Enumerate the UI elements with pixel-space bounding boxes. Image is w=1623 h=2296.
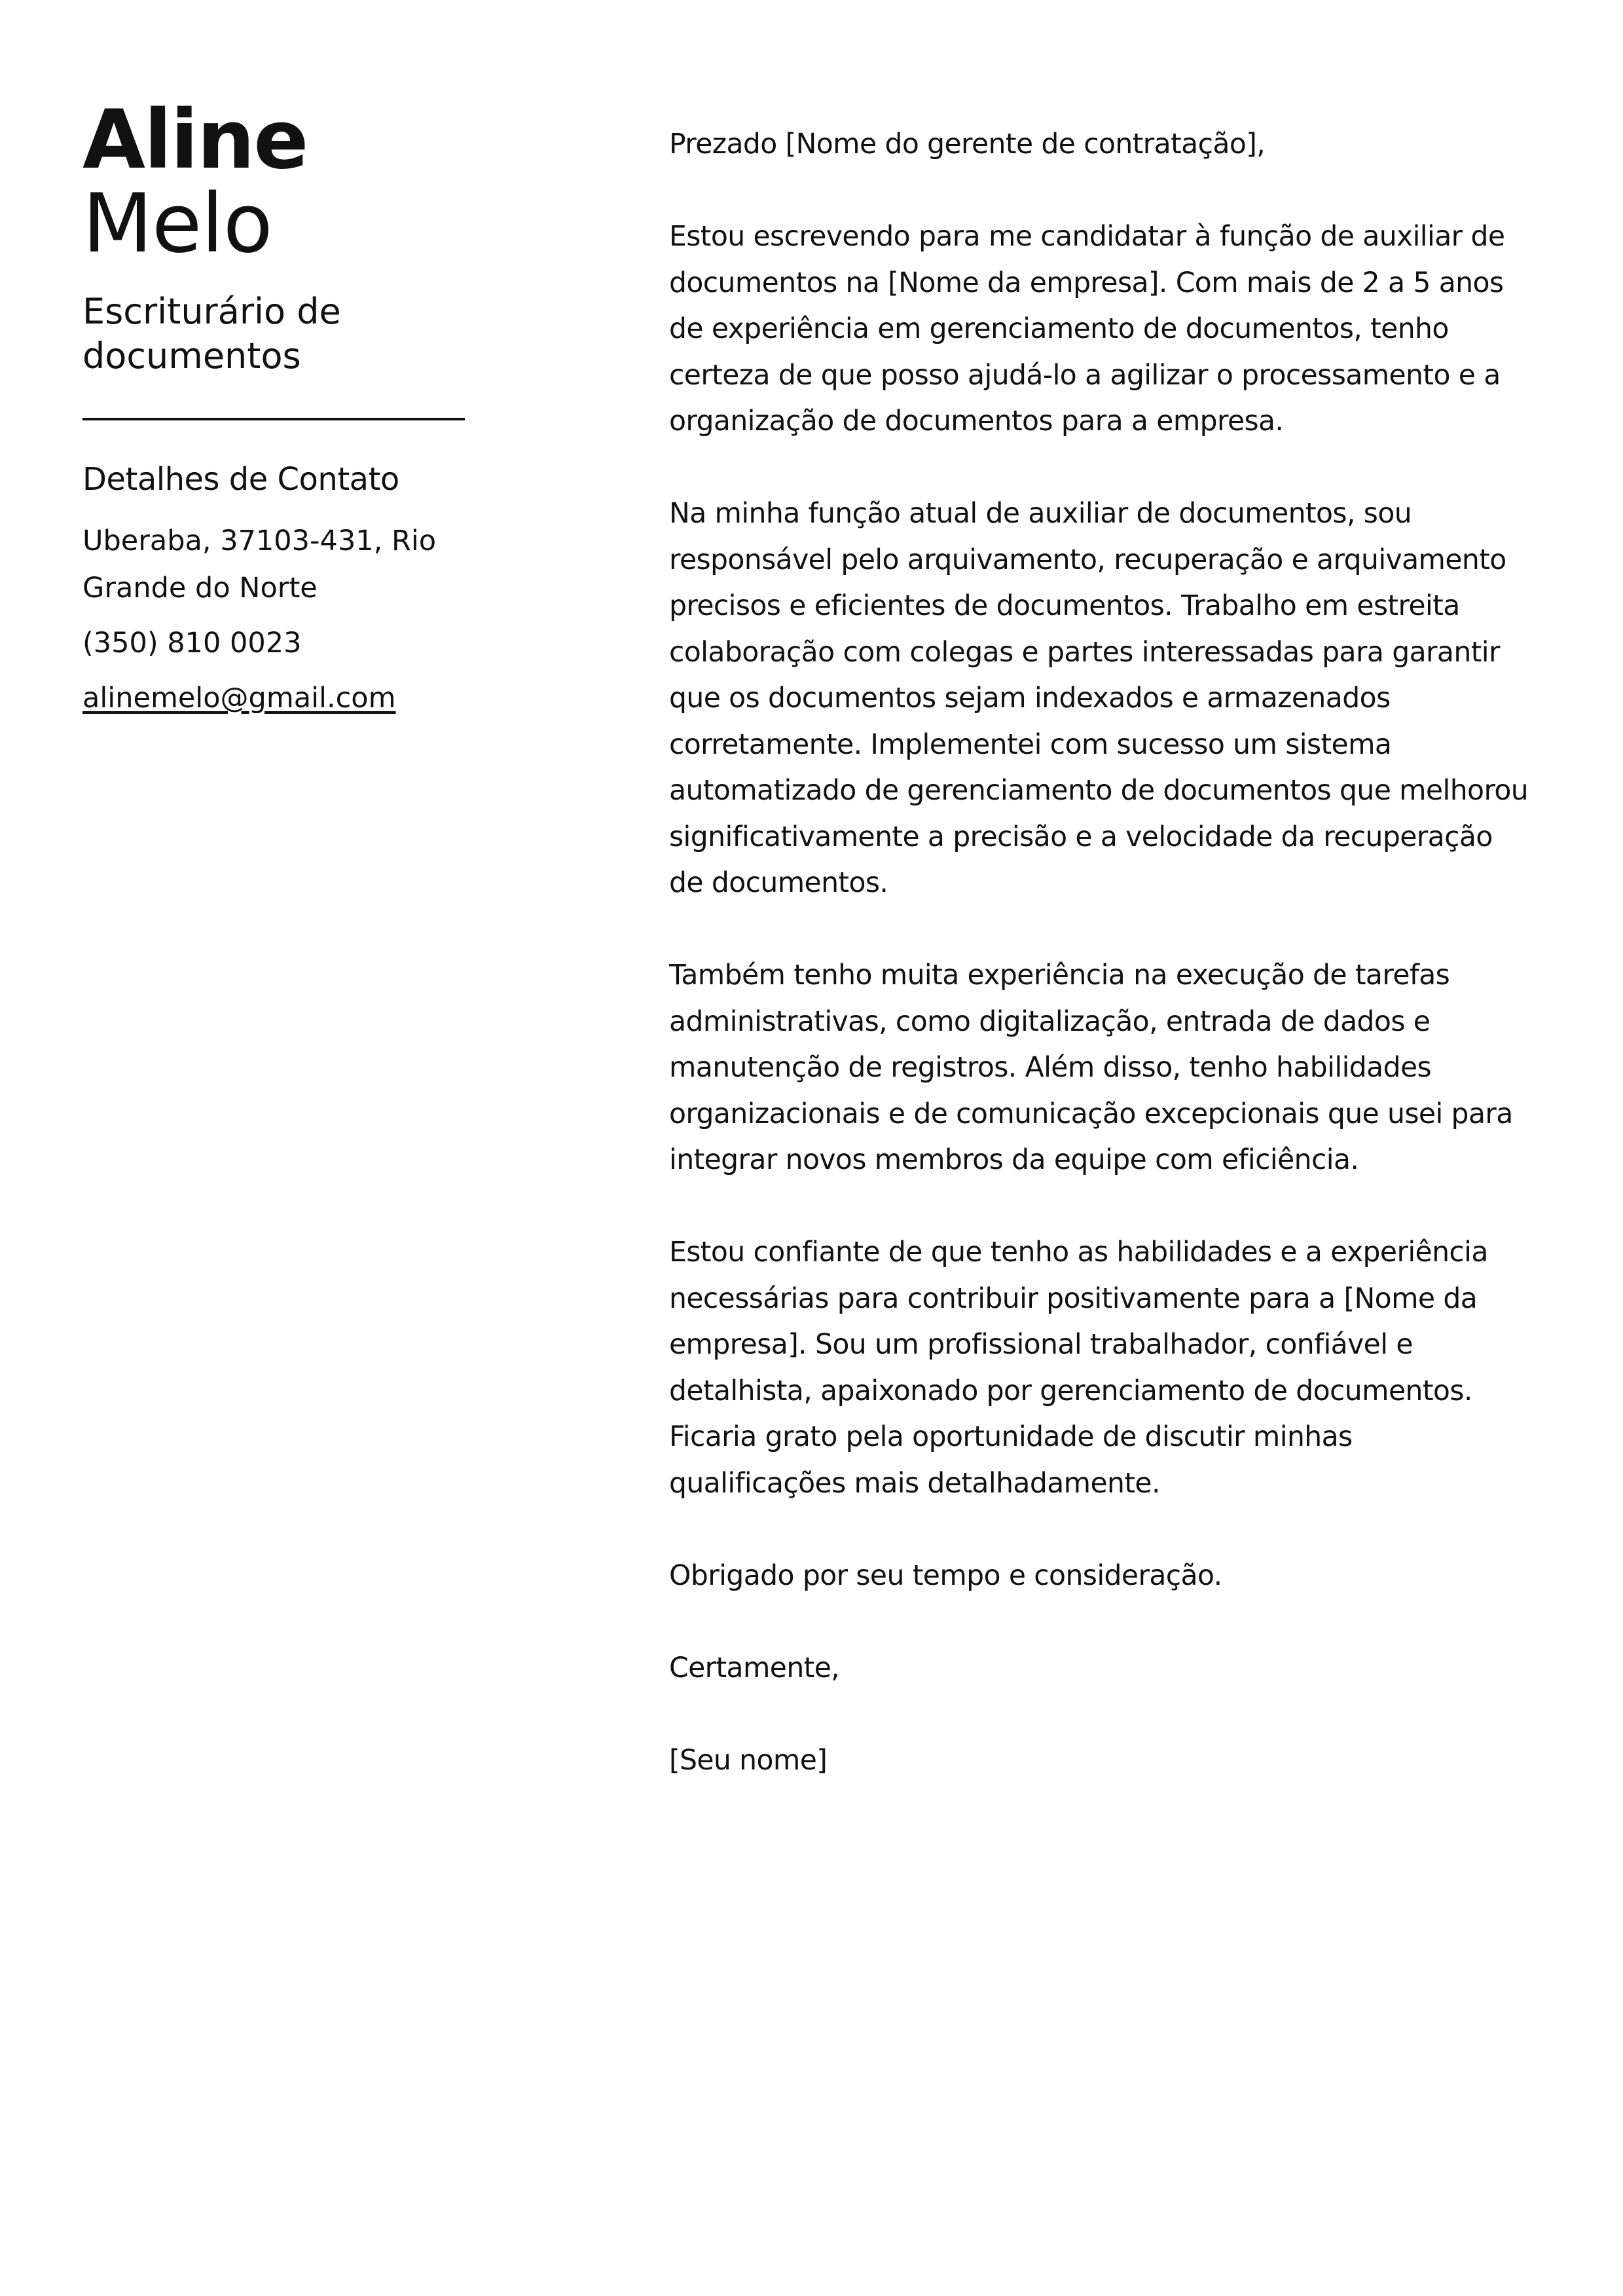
contact-phone: (350) 810 0023 [82, 627, 302, 659]
letter-paragraph: Também tenho muita experiência na execução de tarefas administrativas, como digitalização, entrada de dados e manutenção de registros. Além disso, tenho habilidades organizacionais e de comunicação excepcionais que usei para integrar novos membros da equipe com eficiência. [669, 959, 1513, 1176]
letter-closing: Certamente, [669, 1652, 840, 1684]
letter-body [669, 122, 1533, 1830]
contact-email-link[interactable]: alinemelo@gmail.com [82, 682, 396, 714]
letter-paragraph: Na minha função atual de auxiliar de documentos, sou responsável pelo arquivamento, recuperação e arquivamento precisos e eficientes de documentos. Trabalho em estreita colaboração com colegas e partes interessadas para garantir que os documentos sejam indexados e armazenados corretamente. Implementei com sucesso um sistema automatizado de gerenciamento de documentos que melhorou significativamente a precisão e a velocidade da recuperação de documentos. [669, 498, 1529, 899]
first-name: Aline [82, 93, 308, 187]
last-name: Melo [82, 177, 272, 271]
letter-paragraph: Estou escrevendo para me candidatar à função de auxiliar de documentos na [Nome da empresa]. Com mais de 2 a 5 anos de experiência em gerenciamento de documentos, tenho certeza de que posso ajudá-lo a agilizar o processamento e a organização de documentos para a empresa. [669, 221, 1505, 437]
job-title: Escriturário de documentos [82, 291, 341, 377]
letter-signature: [Seu nome] [669, 1744, 828, 1777]
sidebar [82, 93, 469, 722]
sidebar-divider [82, 418, 465, 420]
letter-greeting: Prezado [Nome do gerente de contratação], [669, 128, 1266, 160]
letter-paragraph: Obrigado por seu tempo e consideração. [669, 1559, 1222, 1592]
contact-heading: Detalhes de Contato [82, 461, 399, 498]
letter-paragraph: Estou confiante de que tenho as habilidades e a experiência necessárias para contribuir positivamente para a [Nome da empresa]. Sou um profissional trabalhador, confiável e detalhista, apaixonado por gerenciamento de documentos. Ficaria grato pela oportunidade de discutir minhas qualificações mais detalhadamente. [669, 1236, 1488, 1500]
contact-address: Uberaba, 37103-431, Rio Grande do Norte [82, 525, 437, 604]
